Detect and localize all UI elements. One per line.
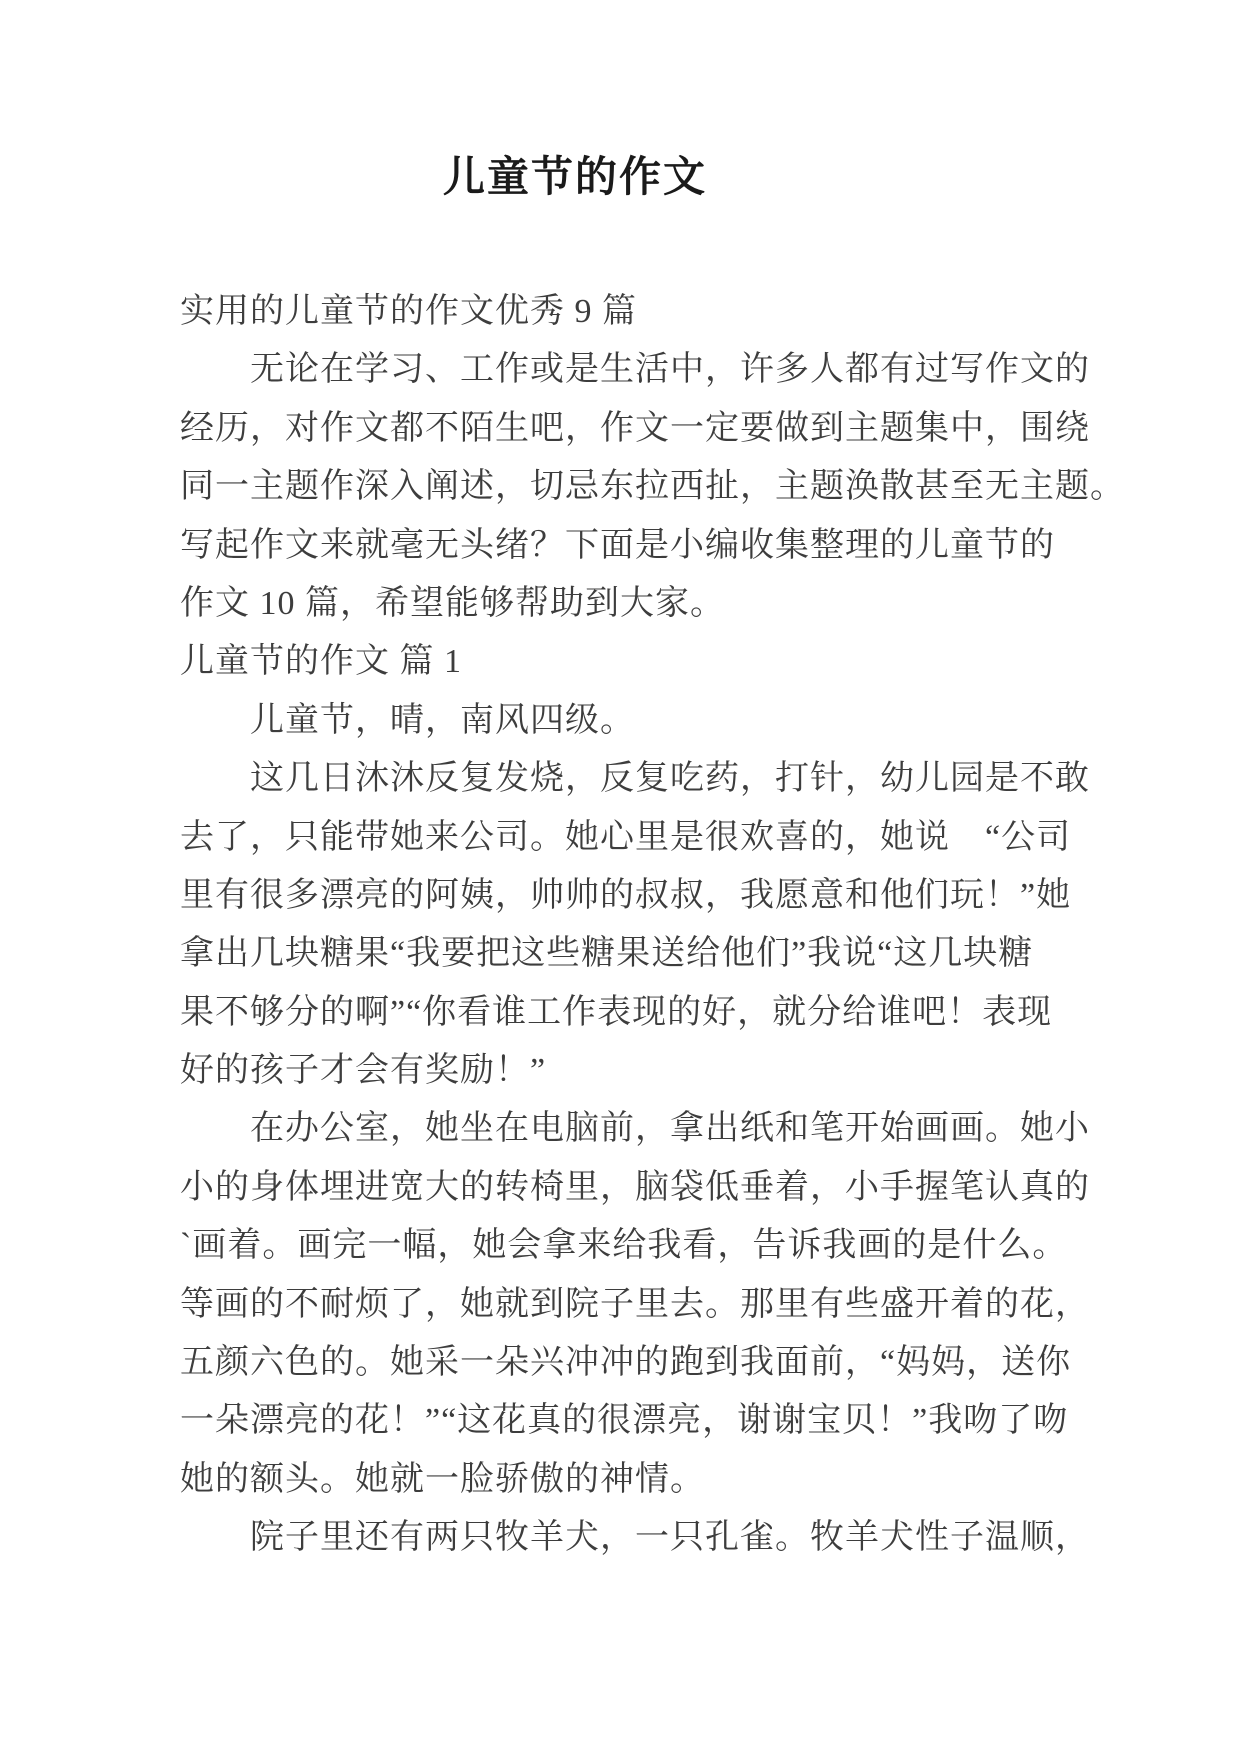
text-line: `画着。画完一幅，她会拿来给我看，告诉我画的是什么。 xyxy=(180,1227,1068,1265)
text-line: 等画的不耐烦了，她就到院子里去。那里有些盛开着的花， xyxy=(180,1285,1090,1323)
text-line: 五颜六色的。她采一朵兴冲冲的跑到我面前，“妈妈，送你 xyxy=(180,1344,1072,1382)
text-line: 无论在学习、工作或是生活中，许多人都有过写作文的 xyxy=(250,351,1090,389)
text-line: 里有很多漂亮的阿姨，帅帅的叔叔，我愿意和他们玩！”她 xyxy=(180,876,1072,914)
text-line: 果不够分的啊”“你看谁工作表现的好，就分给谁吧！表现 xyxy=(180,993,1053,1031)
document-body xyxy=(180,283,1125,1568)
document-title: 儿童节的作文 xyxy=(442,155,707,201)
text-line: 儿童节，晴，南风四级。 xyxy=(250,701,635,739)
text-line: 去了，只能带她来公司。她心里是很欢喜的，她说 “公司 xyxy=(180,818,1072,856)
text-line: 同一主题作深入阐述，切忌东拉西扯，主题涣散甚至无主题。 xyxy=(180,468,1125,506)
text-line: 拿出几块糖果“我要把这些糖果送给他们”我说“这几块糖 xyxy=(180,935,1034,973)
text-line: 儿童节的作文 篇 1 xyxy=(180,643,462,681)
text-line: 经历，对作文都不陌生吧，作文一定要做到主题集中，围绕 xyxy=(180,409,1090,447)
text-line: 小的身体埋进宽大的转椅里，脑袋低垂着，小手握笔认真的 xyxy=(180,1168,1090,1206)
text-line: 在办公室，她坐在电脑前，拿出纸和笔开始画画。她小 xyxy=(250,1110,1090,1148)
text-line: 作文 10 篇，希望能够帮助到大家。 xyxy=(180,584,725,622)
text-line: 她的额头。她就一脸骄傲的神情。 xyxy=(180,1460,705,1498)
text-line: 这几日沐沐反复发烧，反复吃药，打针，幼儿园是不敢 xyxy=(250,760,1090,798)
text-line: 好的孩子才会有奖励！” xyxy=(180,1052,547,1090)
text-line: 一朵漂亮的花！”“这花真的很漂亮，谢谢宝贝！”我吻了吻 xyxy=(180,1402,1069,1440)
text-line: 院子里还有两只牧羊犬，一只孔雀。牧羊犬性子温顺， xyxy=(250,1519,1090,1557)
text-line: 写起作文来就毫无头绪？下面是小编收集整理的儿童节的 xyxy=(180,526,1055,564)
text-line: 实用的儿童节的作文优秀 9 篇 xyxy=(180,293,637,330)
